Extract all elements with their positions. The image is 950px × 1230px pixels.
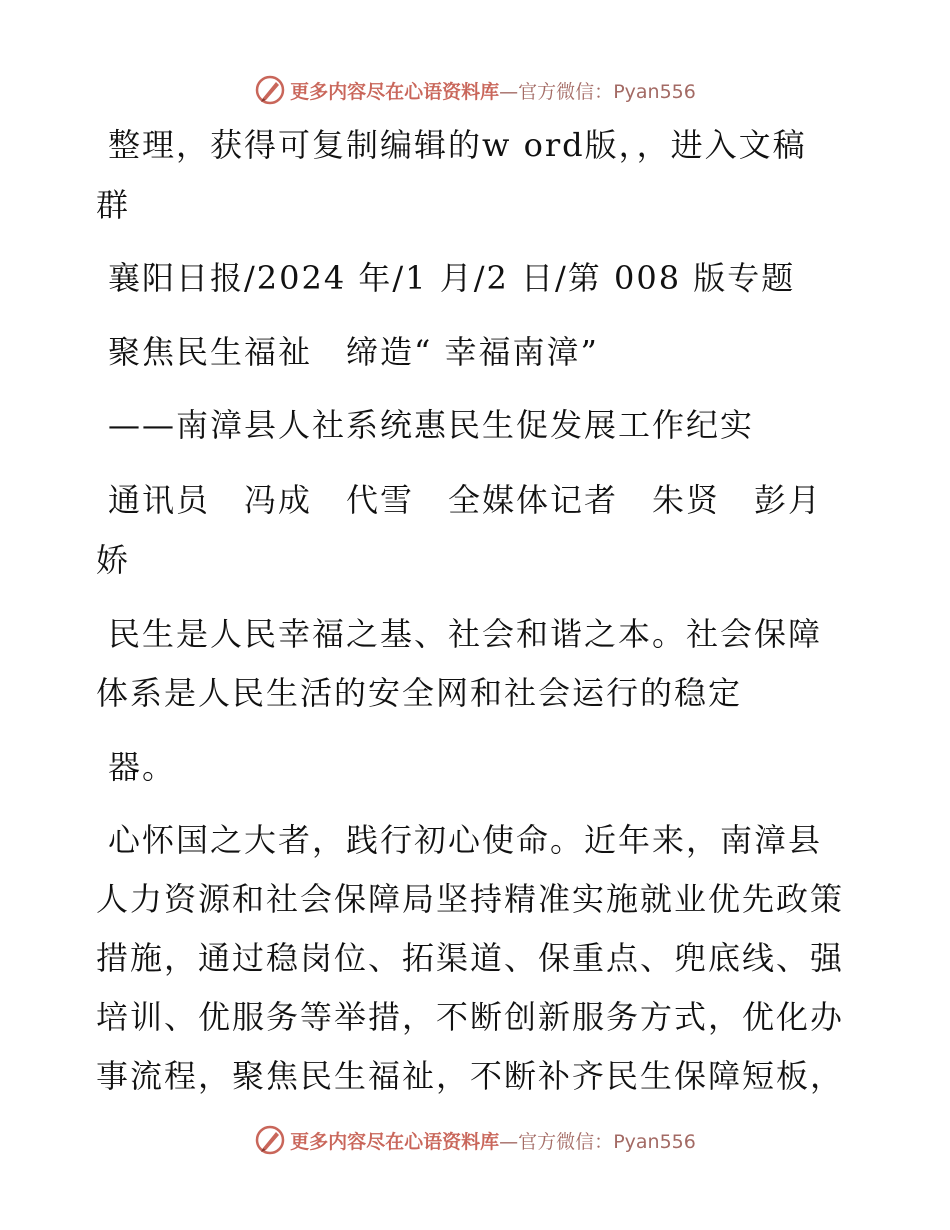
watermark-site-text: 更多内容尽在心语资料库	[290, 1130, 500, 1153]
watermark-content	[254, 74, 696, 106]
watermark-banner-bottom	[0, 1120, 950, 1160]
paragraph-line: 人力资源和社会保障局坚持精准实施就业优先政策	[96, 880, 845, 918]
watermark-wechat-text: 官方微信：	[518, 1130, 614, 1153]
document-line: 襄阳日报/2024 年/1 月/2 日/第 008 版专题	[108, 259, 796, 297]
article-byline: 通讯员 冯成 代雪 全媒体记者 朱贤 彭月	[108, 481, 823, 519]
paragraph-line: 事流程，聚焦民生福祉，不断补齐民生保障短板，	[96, 1057, 845, 1095]
watermark-account: Pyan556	[613, 1130, 696, 1153]
paragraph-line: 器。	[108, 748, 177, 786]
paragraph-line: 心怀国之大者，践行初心使命。近年来，南漳县	[108, 821, 823, 859]
article-byline-continued: 娇	[96, 541, 131, 579]
watermark-account: Pyan556	[613, 80, 696, 103]
watermark-site-text: 更多内容尽在心语资料库	[290, 80, 500, 103]
paragraph-line: 措施，通过稳岗位、拓渠道、保重点、兜底线、强	[96, 939, 845, 977]
watermark-content	[254, 1124, 696, 1156]
article-subtitle: ——南漳县人社系统惠民生促发展工作纪实	[108, 406, 755, 444]
quill-pen-logo-icon	[254, 1124, 286, 1156]
watermark-dash: —	[499, 80, 519, 103]
watermark-wechat-text: 官方微信：	[518, 80, 614, 103]
paragraph-line: 培训、优服务等举措，不断创新服务方式，优化办	[96, 998, 845, 1036]
watermark-dash: —	[499, 1130, 519, 1153]
paragraph-line: 民生是人民幸福之基、社会和谐之本。社会保障	[108, 615, 823, 653]
article-title: 聚焦民生福祉 缔造“ 幸福南漳”	[108, 333, 599, 371]
document-line: 整理，获得可复制编辑的w ord版，，进入文稿	[108, 126, 807, 164]
watermark-banner-top	[0, 70, 950, 110]
document-line: 群	[96, 186, 131, 224]
paragraph-line: 体系是人民生活的安全网和社会运行的稳定	[96, 674, 743, 712]
quill-pen-logo-icon	[254, 74, 286, 106]
